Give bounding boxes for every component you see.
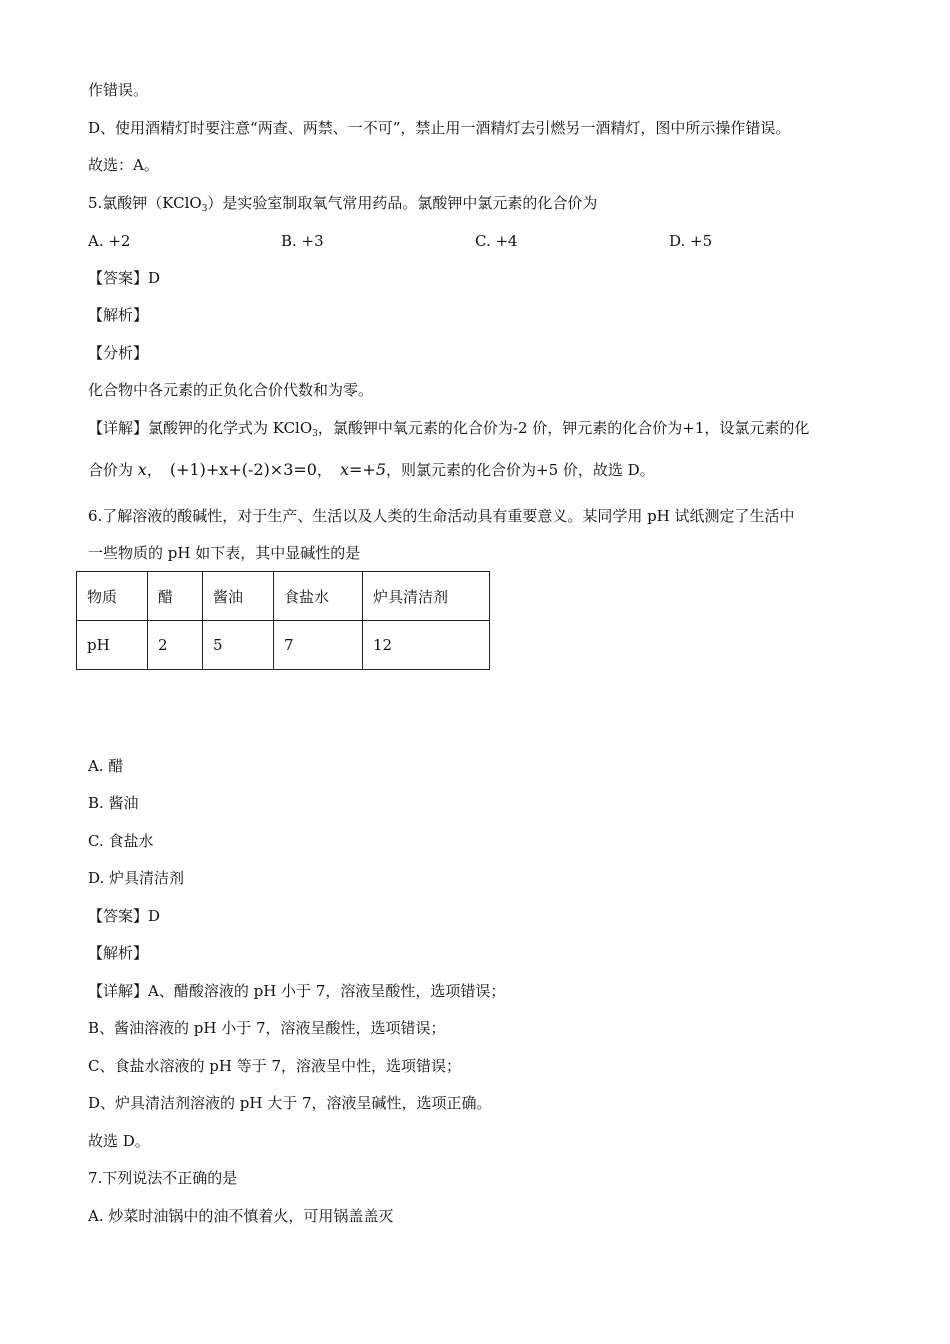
q5-answer: 【答案】D (88, 269, 161, 287)
q5-option-b: B. +3 (281, 232, 324, 250)
question-6-stem-line-2: 一些物质的 pH 如下表，其中显碱性的是 (88, 544, 361, 562)
q5-detail-line-2 (88, 460, 655, 480)
q5-option-c: C. +4 (475, 232, 518, 250)
q6-option-a: A. 醋 (88, 757, 124, 775)
q6-option-d: D. 炉具清洁剂 (88, 869, 185, 887)
q5-fenxi-label: 【分析】 (88, 344, 149, 362)
table-cell: 2 (148, 621, 203, 670)
q6-detail-2: B、酱油溶液的 pH 小于 7，溶液呈酸性，选项错误； (88, 1019, 446, 1037)
text-line: 故选：A。 (88, 156, 159, 174)
q6-answer: 【答案】D (88, 907, 161, 925)
q5-detail-prefix: 【详解】氯酸钾的化学式为 KClO (88, 419, 313, 437)
table-cell: 炉具清洁剂 (363, 572, 490, 621)
table-cell: 食盐水 (274, 572, 363, 621)
q7-option-a: A. 炒菜时油锅中的油不慎着火，可用锅盖盖灭 (88, 1207, 394, 1225)
q5-stem-suffix: ）是实验室制取氧气常用药品。氯酸钾中氯元素的化合价为 (207, 194, 598, 212)
q5-equation: (+1)+x+(-2)×3=0 (169, 460, 317, 479)
q6-detail-5: 故选 D。 (88, 1132, 150, 1150)
q6-detail-3: C、食盐水溶液的 pH 等于 7，溶液呈中性，选项错误； (88, 1057, 462, 1075)
q5-fenxi-text: 化合物中各元素的正负化合价代数和为零。 (88, 381, 374, 399)
q5-solution: x=+5 (340, 460, 387, 479)
q5-stem-prefix: 5.氯酸钾（KClO (88, 194, 202, 212)
q5-stem-subscript: 3 (201, 204, 208, 214)
table-cell: 物质 (77, 572, 148, 621)
q6-detail-1: 【详解】A、醋酸溶液的 pH 小于 7，溶液呈酸性，选项错误； (88, 982, 506, 1000)
q6-analysis-label: 【解析】 (88, 944, 149, 962)
q5-detail2-sep: ， (146, 461, 162, 479)
q5-detail-subscript: 3 (312, 429, 318, 439)
q5-detail2-suffix: ，则氯元素的化合价为+5 价，故选 D。 (386, 461, 655, 479)
table-cell: pH (77, 621, 148, 670)
text-line: D、使用酒精灯时要注意“两查、两禁、一不可”，禁止用一酒精灯去引燃另一酒精灯，图中所示操作错误。 (88, 119, 791, 137)
question-5-stem (88, 193, 597, 219)
table-row (77, 621, 490, 670)
table-cell: 12 (363, 621, 490, 670)
q6-detail-4: D、炉具清洁剂溶液的 pH 大于 7，溶液呈碱性，选项正确。 (88, 1094, 492, 1112)
q5-variable: x (137, 460, 147, 479)
table-cell: 酱油 (203, 572, 274, 621)
table-cell: 5 (203, 621, 274, 670)
q5-detail-suffix: ，氯酸钾中氧元素的化合价为-2 价，钾元素的化合价为+1，设氯元素的化 (317, 419, 810, 437)
table-header-row (77, 572, 490, 621)
q6-option-c: C. 食盐水 (88, 832, 154, 850)
q5-detail-line-1 (88, 418, 809, 444)
table-cell: 7 (274, 621, 363, 670)
q5-analysis-label: 【解析】 (88, 306, 149, 324)
q5-detail2-prefix: 合价为 (88, 461, 138, 479)
ph-table (76, 571, 490, 670)
q5-option-a: A. +2 (88, 232, 131, 250)
table-cell: 醋 (148, 572, 203, 621)
q5-detail2-sep2: ， (316, 461, 332, 479)
question-6-stem-line-1: 6.了解溶液的酸碱性，对于生产、生活以及人类的生命活动具有重要意义。某同学用 pH 试纸测定了生活中 (88, 507, 795, 525)
question-7-stem: 7.下列说法不正确的是 (88, 1169, 238, 1187)
text-line: 作错误。 (88, 81, 149, 99)
q5-option-d: D. +5 (669, 232, 713, 250)
q6-option-b: B. 酱油 (88, 794, 139, 812)
